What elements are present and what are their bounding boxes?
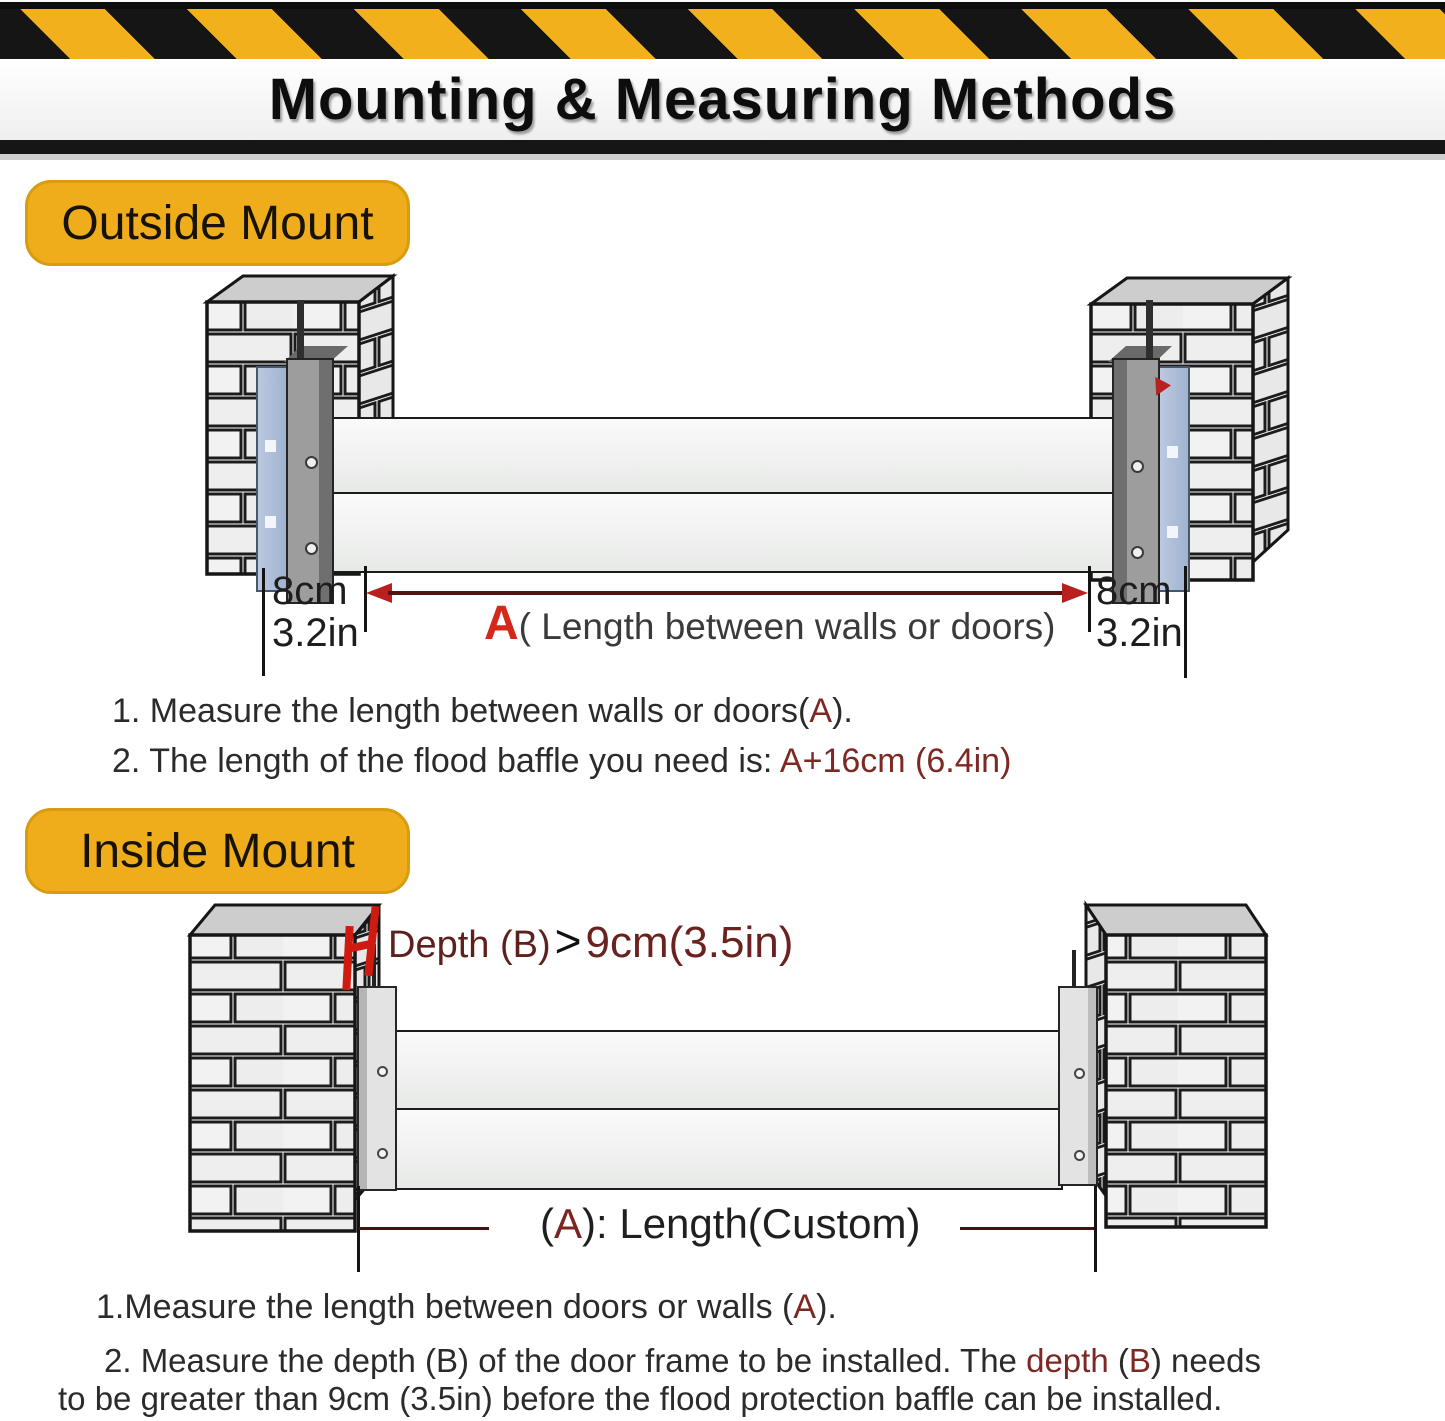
dim-tick [1088, 566, 1091, 632]
mounting-channel-right [1112, 358, 1160, 604]
anchor-rod-right [1146, 300, 1153, 360]
dim-letter-desc: ): Length(Custom) [582, 1200, 921, 1247]
step-text: ) needs [1150, 1342, 1261, 1379]
seal-screw-dot [1167, 526, 1178, 538]
pillar-front-face [190, 935, 355, 1231]
screw-icon [1131, 460, 1144, 473]
seal-strip-right [1158, 366, 1190, 592]
step-text: 2. Measure the depth (B) of the door frame to be installed. The [104, 1342, 1027, 1379]
screw-icon [377, 1066, 388, 1077]
flood-barrier-board-top [395, 1030, 1063, 1110]
depth-value: 9cm(3.5in) [585, 918, 794, 967]
screw-icon [1131, 546, 1144, 559]
page-title: Mounting & Measuring Methods [268, 67, 1177, 132]
inside-mount-badge: Inside Mount [25, 808, 410, 894]
brick-pillar-inside-right [1078, 896, 1308, 1234]
dimension-line-left [359, 1227, 489, 1230]
dim-tick [1094, 1186, 1097, 1272]
step-text: 1.Measure the length between doors or walls ( [96, 1288, 794, 1326]
offset-label-left [272, 570, 359, 655]
outside-mount-badge: Outside Mount [25, 180, 410, 266]
seal-strip-left [256, 366, 288, 592]
dim-letter-A: A [554, 1200, 583, 1247]
dim-letter-desc: ( Length between walls or doors) [518, 606, 1056, 647]
step-text: ). [816, 1288, 837, 1326]
greater-than-sign: > [554, 915, 582, 967]
seal-screw-dot [1167, 446, 1178, 458]
screw-icon [305, 542, 318, 555]
step-highlight: depth [1026, 1342, 1109, 1379]
outside-step-1 [112, 692, 853, 731]
dimension-label-A [484, 596, 1055, 651]
depth-label [388, 914, 793, 968]
header-divider-bar [0, 140, 1445, 154]
title-band [0, 59, 1445, 140]
step-text: 1. Measure the length between walls or doors( [112, 692, 810, 730]
pillar-front-face [1106, 935, 1266, 1227]
screw-icon [1074, 1068, 1085, 1079]
step-highlight: A [809, 692, 833, 730]
flood-barrier-board-bottom [395, 1108, 1063, 1190]
offset-cm: 8cm [272, 569, 348, 613]
inside-dim-label [540, 1200, 920, 1248]
header-divider-line [0, 154, 1445, 160]
dimension-line-right [960, 1227, 1096, 1230]
dim-letter-A: A [484, 597, 519, 650]
anchor-rod-left [297, 300, 304, 360]
seal-screw-dot [265, 440, 276, 452]
anchor-rod-inside-right [1072, 950, 1076, 988]
arrowhead-right-icon [1062, 583, 1088, 603]
seal-screw-dot [265, 516, 276, 528]
inside-step-1 [96, 1288, 837, 1327]
depth-label-text: Depth (B) [388, 924, 551, 966]
step-highlight: A+16cm (6.4in) [779, 742, 1012, 780]
screw-icon [1074, 1150, 1085, 1161]
dim-tick [1184, 566, 1187, 678]
step-text: ). [832, 692, 853, 730]
offset-in: 3.2in [272, 611, 359, 656]
offset-in: 3.2in [1096, 611, 1183, 656]
step-text: ( [1108, 1342, 1129, 1379]
flood-barrier-board-top [330, 417, 1140, 494]
step-highlight: A [793, 1288, 817, 1326]
offset-cm: 8cm [1096, 569, 1172, 613]
dimension-arrow-line [388, 591, 1064, 595]
offset-label-right [1096, 570, 1183, 655]
step-highlight: B [1128, 1342, 1151, 1379]
inside-step-2 [104, 1342, 1261, 1380]
mounting-channel-left [286, 358, 334, 604]
screw-icon [377, 1148, 388, 1159]
pillar-top-face [1086, 905, 1266, 935]
step-text: 2. The length of the flood baffle you need is: [112, 742, 780, 780]
outside-step-2 [112, 742, 1011, 781]
caution-tape-banner [0, 2, 1445, 59]
flood-barrier-board-bottom [330, 492, 1140, 573]
screw-icon [305, 456, 318, 469]
mounting-plate-left [357, 986, 397, 1191]
mounting-plate-right [1058, 986, 1098, 1186]
dim-tick [262, 568, 265, 676]
pillar-side-face [1253, 278, 1288, 562]
dim-paren: ( [540, 1200, 554, 1247]
inside-step-2-continued: to be greater than 9cm (3.5in) before the flood protection baffle can be installed. [58, 1380, 1223, 1417]
